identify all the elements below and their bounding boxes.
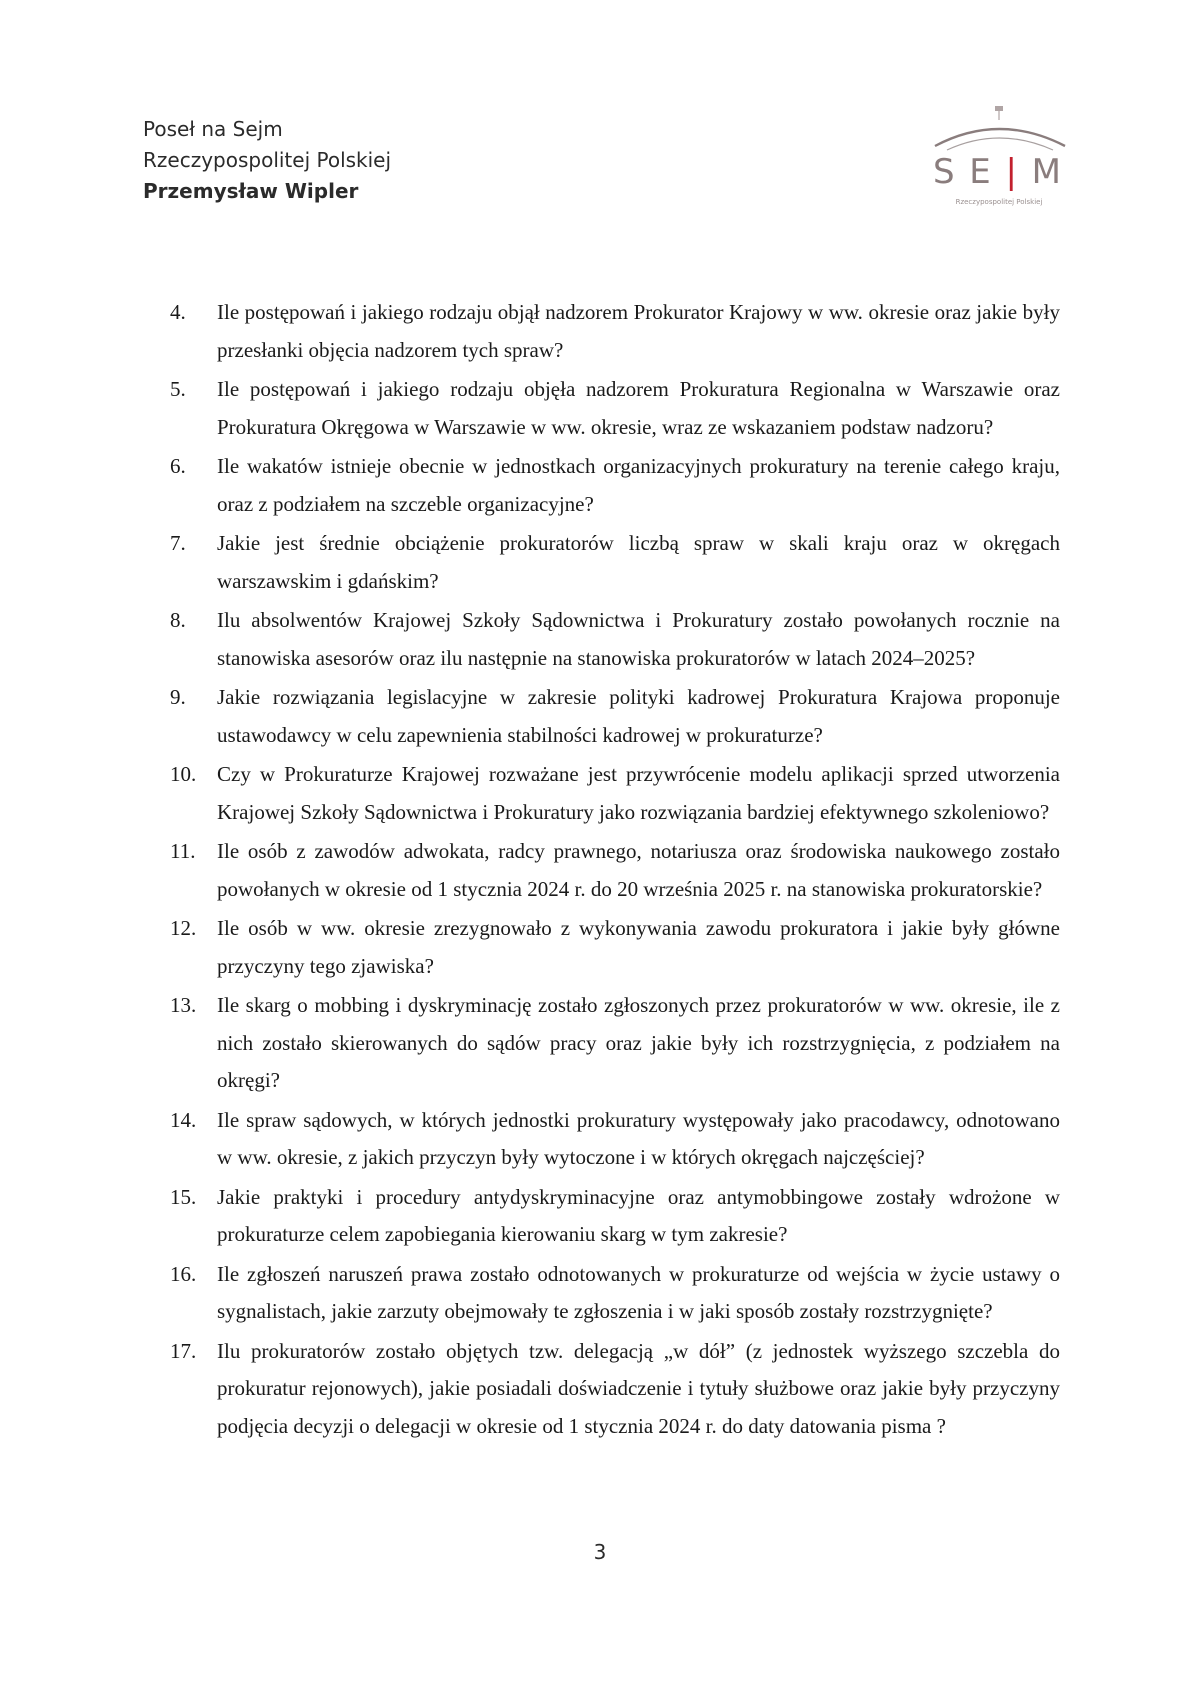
sejm-wordmark [933, 152, 1063, 192]
question-number: 6. [170, 454, 186, 478]
logo-letter-m: M [1031, 152, 1063, 192]
question-text: Ile postępowań i jakiego rodzaju objęła nadzorem Prokuratura Regionalna w Warszawie oraz Prokuratura Okręgowa w Warszawie w ww. okresie, wraz ze wskazaniem podstaw nadzoru? [217, 377, 1060, 439]
sejm-logo [925, 106, 1075, 212]
question-item [170, 833, 1060, 908]
question-item [170, 1333, 1060, 1446]
logo-letter-s: S [933, 152, 957, 192]
question-item [170, 1102, 1060, 1177]
logo-red-bar: | [1005, 152, 1019, 192]
question-item [170, 679, 1060, 754]
sender-name: Przemysław Wipler [143, 179, 359, 203]
question-item [170, 602, 1060, 677]
question-text: Ile osób w ww. okresie zrezygnowało z wykonywania zawodu prokuratora i jakie były główne przyczyny tego zjawiska? [217, 916, 1060, 978]
question-number: 14. [170, 1107, 197, 1132]
question-number: 11. [170, 839, 196, 863]
question-item [170, 756, 1060, 831]
sender-title: Poseł na Sejm [143, 117, 283, 141]
question-text: Jakie jest średnie obciążenie prokuratorów liczbą spraw w skali kraju oraz w okręgach warszawskim i gdańskim? [217, 531, 1060, 593]
page-number: 3 [593, 1540, 607, 1564]
question-item [170, 525, 1060, 600]
question-text: Ilu prokuratorów zostało objętych tzw. delegacją „w dół” (z jednostek wyższego szczebla do prokuratur rejonowych), jakie posiadali doświadczenie i tytuły służbowe oraz jakie były przyczyny podjęcia decyzji o delegacji w okresie od 1 stycznia 2024 r. do daty datowania pisma ? [217, 1338, 1060, 1438]
question-number: 10. [170, 762, 197, 786]
question-text: Ile osób z zawodów adwokata, radcy prawnego, notariusza oraz środowiska naukowego zostało powołanych w okresie od 1 stycznia 2024 r. do 20 września 2025 r. na stanowiska prokuratorskie? [217, 839, 1060, 901]
question-number: 17. [170, 1338, 197, 1363]
question-text: Ile zgłoszeń naruszeń prawa zostało odnotowanych w prokuraturze od wejścia w życie ustawy o sygnalistach, jakie zarzuty obejmowały te zgłoszenia i w jaki sposób zostały rozstrzygnięte? [217, 1261, 1060, 1323]
question-item [170, 1256, 1060, 1331]
logo-letter-e: E [969, 152, 993, 192]
question-number: 16. [170, 1261, 197, 1286]
question-text: Czy w Prokuraturze Krajowej rozważane jest przywrócenie modelu aplikacji sprzed utworzenia Krajowej Szkoły Sądownictwa i Prokuratury jako rozwiązania bardziej efektywnego szkoleniowo? [217, 762, 1060, 824]
question-item [170, 294, 1060, 369]
question-item [170, 987, 1060, 1100]
sejm-building-icon [925, 106, 1075, 156]
question-number: 5. [170, 377, 186, 401]
question-list [170, 294, 1060, 1447]
question-number: 4. [170, 300, 186, 324]
question-item [170, 371, 1060, 446]
question-number: 7. [170, 531, 186, 555]
question-text: Jakie praktyki i procedury antydyskryminacyjne oraz antymobbingowe zostały wdrożone w prokuraturze celem zapobiegania kierowaniu skarg w tym zakresie? [217, 1184, 1060, 1246]
question-item [170, 448, 1060, 523]
question-text: Jakie rozwiązania legislacyjne w zakresie polityki kadrowej Prokuratura Krajowa proponuje ustawodawcy w celu zapewnienia stabilności kadrowej w prokuraturze? [217, 685, 1060, 747]
question-text: Ile postępowań i jakiego rodzaju objął nadzorem Prokurator Krajowy w ww. okresie oraz jakie były przesłanki objęcia nadzorem tych spraw? [217, 300, 1060, 362]
question-text: Ile skarg o mobbing i dyskryminację zostało zgłoszonych przez prokuratorów w ww. okresie, ile z nich zostało skierowanych do sądów pracy oraz jakie były ich rozstrzygnięcia, z podziałem na okręgi? [217, 993, 1060, 1092]
question-number: 8. [170, 608, 186, 632]
question-number: 12. [170, 916, 197, 940]
question-text: Ilu absolwentów Krajowej Szkoły Sądownictwa i Prokuratury zostało powołanych rocznie na stanowiska asesorów oraz ilu następnie na stanowiska prokuratorów w latach 2024–2025? [217, 608, 1060, 670]
question-number: 13. [170, 993, 197, 1017]
question-item [170, 910, 1060, 985]
question-text: Ile spraw sądowych, w których jednostki prokuratury występowały jako pracodawcy, odnotowano w ww. okresie, z jakich przyczyn były wytoczone i w których okręgach najczęściej? [217, 1107, 1060, 1169]
sender-block [143, 114, 391, 207]
question-text: Ile wakatów istnieje obecnie w jednostkach organizacyjnych prokuratury na terenie całego kraju, oraz z podziałem na szczeble organizacyjne? [217, 454, 1060, 516]
question-number: 15. [170, 1184, 197, 1209]
sender-country: Rzeczypospolitej Polskiej [143, 148, 392, 172]
question-number: 9. [170, 685, 186, 709]
logo-tagline: Rzeczypospolitej Polskiej [955, 198, 1043, 206]
question-item [170, 1179, 1060, 1254]
